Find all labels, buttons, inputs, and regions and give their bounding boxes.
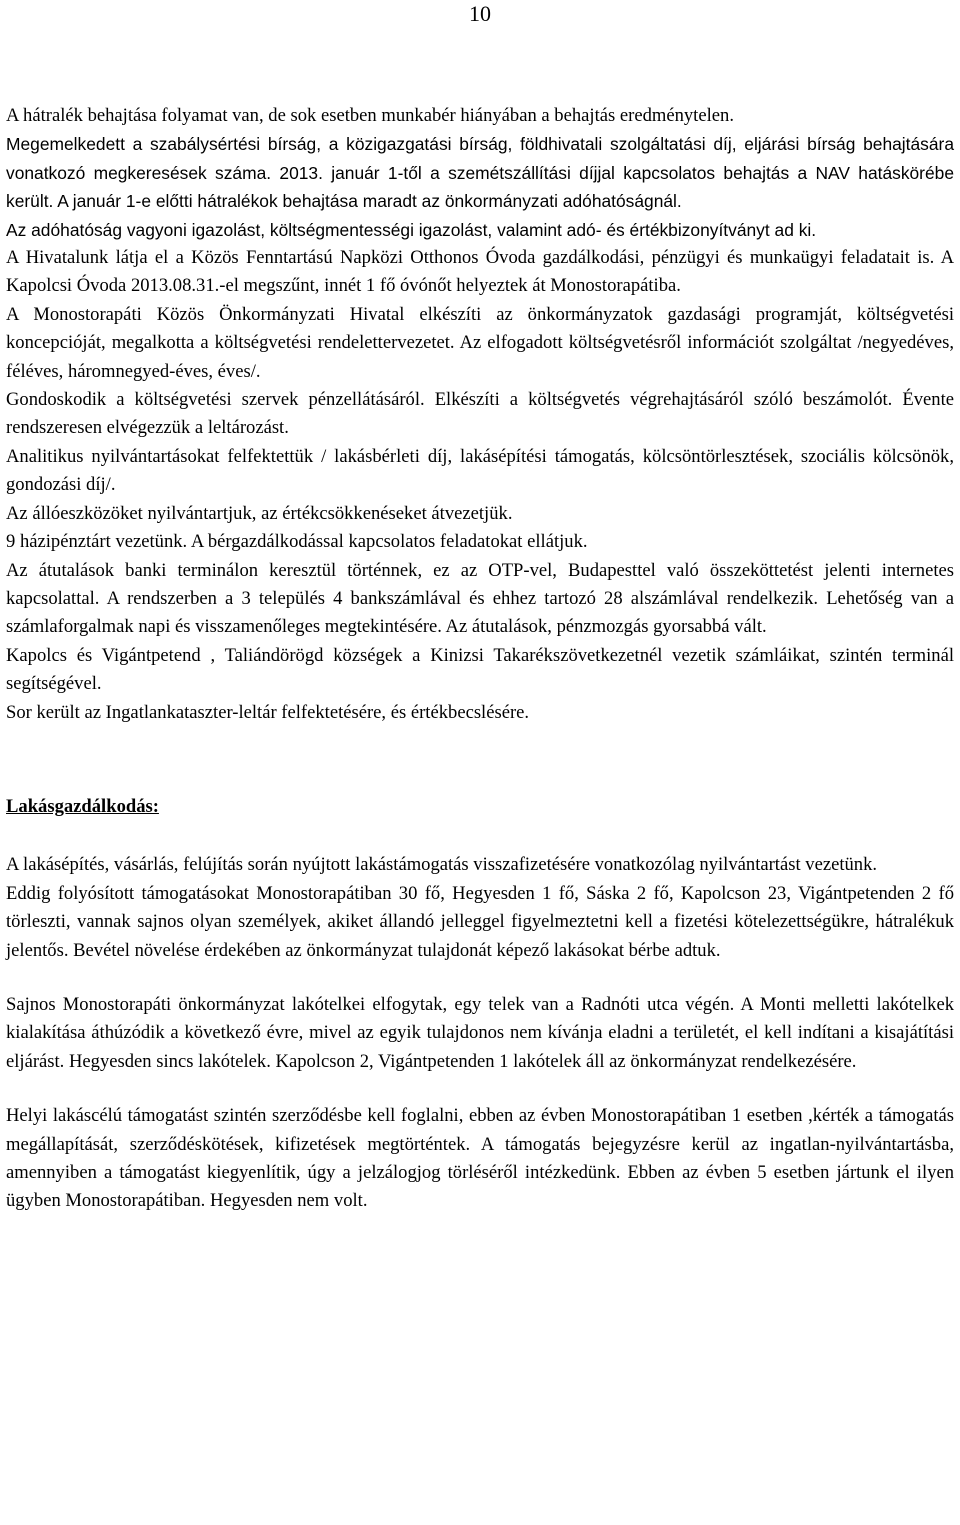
paragraph-transfers: Az átutalások banki terminálon keresztül történnek, ez az OTP-vel, Budapesttel való összeköttetést jelenti internetes kapcsolattal. A rendszerben a 3 település 4 bankszámlával és ehhez tartozó 28 alszámlával rendelkezik. Lehetőség van a számlaforgalmak napi és visszamenőleges megtekintésére. Az átutalások, pénzmozgás gyorsabbá vált.	[6, 559, 954, 638]
paragraph-fixed-assets: Az állóeszközöket nyilvántartjuk, az értékcsökkenéseket átvezetjük.	[6, 502, 513, 524]
paragraph-debt-collection: A hátralék behajtása folyamat van, de sok esetben munkabér hiányában a behajtás eredménytelen.	[6, 105, 734, 126]
paragraph-fines-collection: Megemelkedett a szabálysértési bírság, a közigazgatási bírság, földhivatali szolgáltatási díj, eljárási bírság behajtására vonatkozó megkeresések száma. 2013. január 1-től a szemétszállítási díjjal kapcsolatos behajtás a NAV hatáskörébe került. A január 1-e előtti hátralékok behajtása maradt az önkormányzati adóhatóságnál.	[6, 134, 954, 212]
paragraph-funding: Gondoskodik a költségvetési szervek pénzellátásáról. Elkészíti a költségvetés végrehajtásáról szóló beszámolót. Évente rendszeresen elvégezzük a leltározást.	[6, 389, 954, 439]
paragraph-budget-program: A Monostorapáti Közös Önkormányzati Hivatal elkészíti az önkormányzatok gazdasági programját, költségvetési koncepcióját, megalkotta a költségvetési rendelettervezetet. Az elfogadott költségvetésről információt szolgáltat /negyedéves, féléves, háromnegyed-éves, éves/.	[6, 303, 954, 382]
paragraph-tax-certificates: Az adóhatóság vagyoni igazolást, költségmentességi igazolást, valamint adó- és értékbizonyítványt ad ki.	[6, 219, 817, 240]
paragraph-savings-cooperative: Kapolcs és Vigántpetend , Taliándörögd községek a Kinizsi Takarékszövetkezetnél vezetik számláikat, szintén terminál segítségével.	[6, 644, 954, 695]
section-heading-housing: Lakásgazdálkodás:	[6, 795, 159, 817]
paragraph-kindergarten: A Hivatalunk látja el a Közös Fenntartású Napközi Otthonos Óvoda gazdálkodási, pénzügyi és munkaügyi feladatait is. A Kapolcsi Óvoda 2013.08.31.-el megszűnt, innét 1 fő óvónőt helyeztek át Monostorapátiba.	[6, 247, 954, 297]
paragraph-local-housing-support: Helyi lakáscélú támogatást szintén szerződésbe kell foglalni, ebben az évben Monostorapátiban 1 esetben ,kérték a támogatás megállapítását, szerződéskötések, kifizetések megtörténtek. A támogatás bejegyzésre kerül az ingatlan-nyilvántartásba, amennyiben a támogatást kiegyenlítik, úgy a jelzálogjog törléséről intézkedünk. Ebben az évben 5 esetben jártunk el ilyen ügyben Monostorapátiban. Hegyesden nem volt.	[6, 1105, 954, 1212]
paragraph-analytic-records: Analitikus nyilvántartásokat felfektettük / lakásbérleti díj, lakásépítési támogatás, kölcsöntörlesztések, szociális kölcsönök, gondozási díj/.	[6, 445, 954, 496]
paragraph-building-plots: Sajnos Monostorapáti önkormányzat lakótelkei elfogytak, egy telek van a Radnóti utca végén. A Monti melletti lakótelkek kialakítása áthúzódik a következő évre, mivel az egyik tulajdonos nem kívánja eladni a területét, el kell indítani a kisajátítási eljárást. Hegyesden sincs lakótelek. Kapolcson 2, Vigántpetenden 1 lakótelek áll az önkormányzat rendelkezésére.	[6, 993, 954, 1072]
paragraph-cash-desks: 9 házipénztárt vezetünk. A bérgazdálkodással kapcsolatos feladatokat ellátjuk.	[6, 531, 588, 553]
document-body	[6, 102, 954, 1216]
paragraph-housing-support: A lakásépítés, vásárlás, felújítás során nyújtott lakástámogatás visszafizetésére vonatkozólag nyilvántartást vezetünk.	[6, 854, 878, 876]
paragraph-support-repayments: Eddig folyósított támogatásokat Monostorapátiban 30 fő, Hegyesden 1 fő, Sáska 2 fő, Kapolcson 23, Vigántpetenden 2 fő törleszti, vannak sajnos olyan személyek, akiket állandó jelleggel figyelmeztetni kell a fizetési kötelezettségükre, hátralékuk jelentős. Bevétel növelése érdekében az önkormányzat tulajdonát képező lakásokat bérbe adtuk.	[6, 882, 954, 961]
page-number: 10	[469, 1, 491, 26]
paragraph-property-cadastre: Sor került az Ingatlankataszter-leltár felfektetésére, és értékbecslésére.	[6, 701, 530, 723]
